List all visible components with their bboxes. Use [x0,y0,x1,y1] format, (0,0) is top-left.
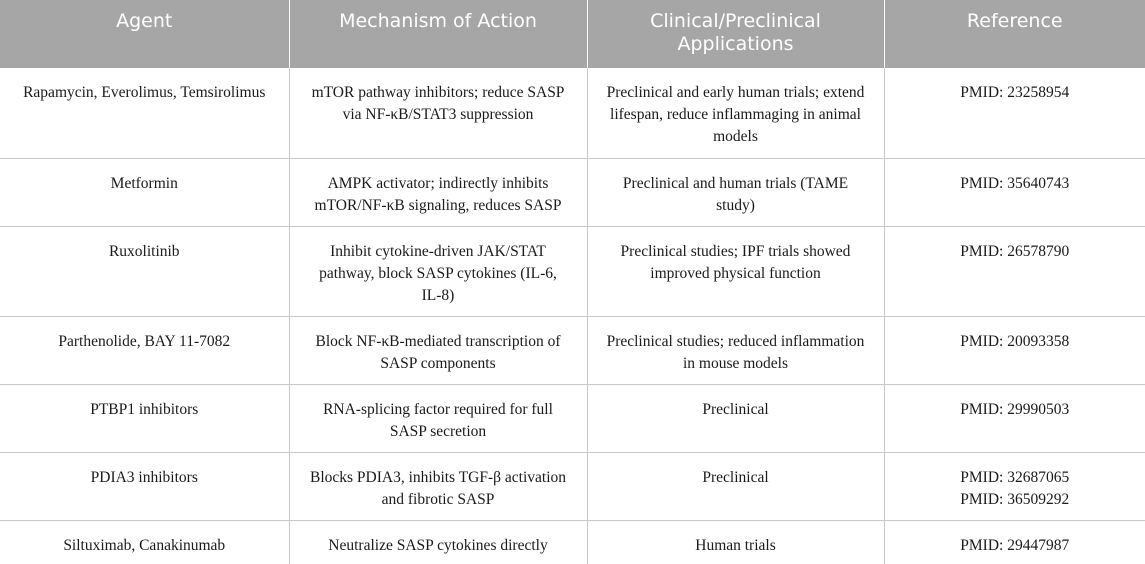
agent-cell: Siltuximab, Canakinumab [0,520,289,564]
reference-cell [884,384,1145,452]
table-row [0,520,1145,564]
reference-pmid: PMID: 23258954 [960,84,1070,101]
header-applications: Clinical/Preclinical Applications [587,0,884,68]
mechanism-cell: AMPK activator; indirectly inhibits mTOR/NF-κB signaling, reduces SASP [289,158,587,226]
mechanism-cell: Inhibit cytokine-driven JAK/STAT pathway, block SASP cytokines (IL-6, IL-8) [289,226,587,316]
application-cell: Preclinical studies; reduced inflammation in mouse models [587,316,884,384]
header-row [0,0,1145,68]
reference-cell [884,158,1145,226]
reference-cell [884,316,1145,384]
reference-cell [884,452,1145,520]
agent-cell: Parthenolide, BAY 11-7082 [0,316,289,384]
application-cell: Preclinical and human trials (TAME study) [587,158,884,226]
mechanism-cell: Neutralize SASP cytokines directly [289,520,587,564]
table-row [0,384,1145,452]
mechanism-cell: Blocks PDIA3, inhibits TGF-β activation and fibrotic SASP [289,452,587,520]
application-cell: Human trials [587,520,884,564]
reference-cell [884,68,1145,158]
reference-pmid: PMID: 29447987 [960,536,1070,554]
agent-cell: Ruxolitinib [0,226,289,316]
application-cell: Preclinical [587,384,884,452]
table-row [0,226,1145,316]
reference-pmid: PMID: 29990503 [960,400,1070,418]
header-mechanism: Mechanism of Action [289,0,587,68]
application-cell: Preclinical [587,452,884,520]
reference-pmid: PMID: 36509292 [960,490,1070,508]
mechanism-cell: Block NF-κB-mediated transcription of SASP components [289,316,587,384]
table-row [0,316,1145,384]
mechanism-cell: mTOR pathway inhibitors; reduce SASP via NF-κB/STAT3 suppression [289,68,587,158]
header-reference: Reference [884,0,1145,68]
agent-cell: PDIA3 inhibitors [0,452,289,520]
application-cell: Preclinical studies; IPF trials showed improved physical function [587,226,884,316]
table-header [0,0,1145,68]
mechanism-cell: RNA-splicing factor required for full SASP secretion [289,384,587,452]
agent-cell: Metformin [0,158,289,226]
reference-pmid: PMID: 32687065 [960,468,1070,486]
application-cell: Preclinical and early human trials; extend lifespan, reduce inflammaging in animal models [587,68,884,158]
table-row [0,158,1145,226]
reference-cell [884,520,1145,564]
table-row [0,452,1145,520]
reference-cell [884,226,1145,316]
reference-pmid: PMID: 20093358 [960,332,1070,350]
table-row [0,68,1145,158]
agent-cell: Rapamycin, Everolimus, Temsirolimus [0,68,289,158]
header-agent: Agent [0,0,289,68]
agent-cell: PTBP1 inhibitors [0,384,289,452]
reference-pmid: PMID: 26578790 [960,242,1070,260]
reference-pmid: PMID: 35640743 [960,174,1070,192]
